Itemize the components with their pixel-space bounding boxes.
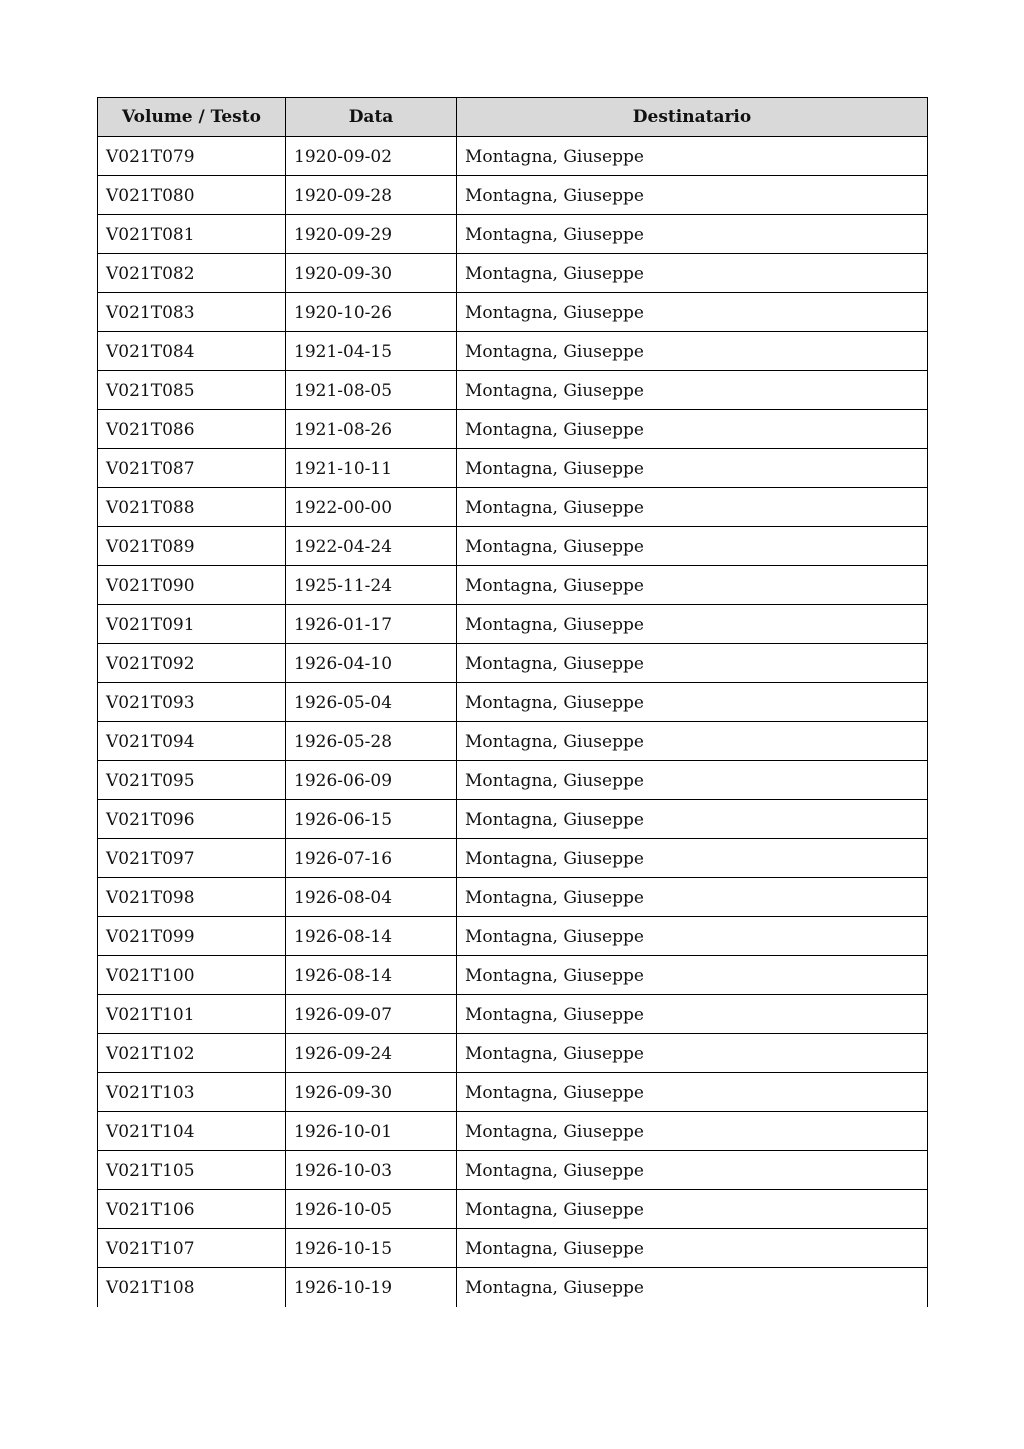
table-row [98,449,928,488]
letters-table [97,97,928,1307]
table-row [98,254,928,293]
cell-destinatario: Montagna, Giuseppe [457,371,928,410]
cell-destinatario: Montagna, Giuseppe [457,410,928,449]
cell-data: 1920-09-02 [286,137,457,176]
cell-destinatario: Montagna, Giuseppe [457,254,928,293]
cell-destinatario: Montagna, Giuseppe [457,1073,928,1112]
cell-volume-testo: V021T099 [98,917,286,956]
cell-destinatario: Montagna, Giuseppe [457,644,928,683]
cell-data: 1926-05-28 [286,722,457,761]
table-row [98,605,928,644]
table-body [98,137,928,1307]
cell-volume-testo: V021T103 [98,1073,286,1112]
table-row [98,410,928,449]
cell-destinatario: Montagna, Giuseppe [457,176,928,215]
cell-volume-testo: V021T092 [98,644,286,683]
header-row [98,98,928,137]
table-row [98,1190,928,1229]
table-row [98,878,928,917]
cell-data: 1920-09-29 [286,215,457,254]
cell-data: 1926-10-05 [286,1190,457,1229]
column-header-destinatario: Destinatario [457,98,928,137]
table-row [98,488,928,527]
table-row [98,995,928,1034]
column-header-volume-testo: Volume / Testo [98,98,286,137]
cell-destinatario: Montagna, Giuseppe [457,761,928,800]
cell-volume-testo: V021T104 [98,1112,286,1151]
cell-destinatario: Montagna, Giuseppe [457,839,928,878]
cell-volume-testo: V021T080 [98,176,286,215]
cell-data: 1926-10-01 [286,1112,457,1151]
cell-data: 1921-08-26 [286,410,457,449]
cell-volume-testo: V021T094 [98,722,286,761]
cell-data: 1926-09-07 [286,995,457,1034]
cell-destinatario: Montagna, Giuseppe [457,683,928,722]
column-header-data: Data [286,98,457,137]
cell-destinatario: Montagna, Giuseppe [457,1151,928,1190]
cell-volume-testo: V021T091 [98,605,286,644]
cell-volume-testo: V021T105 [98,1151,286,1190]
table-row [98,371,928,410]
cell-volume-testo: V021T082 [98,254,286,293]
cell-volume-testo: V021T089 [98,527,286,566]
cell-volume-testo: V021T079 [98,137,286,176]
cell-volume-testo: V021T095 [98,761,286,800]
table-row [98,293,928,332]
table-row [98,176,928,215]
table-row [98,137,928,176]
table-row [98,644,928,683]
cell-destinatario: Montagna, Giuseppe [457,800,928,839]
cell-volume-testo: V021T081 [98,215,286,254]
cell-destinatario: Montagna, Giuseppe [457,488,928,527]
cell-volume-testo: V021T101 [98,995,286,1034]
cell-volume-testo: V021T088 [98,488,286,527]
cell-data: 1926-08-04 [286,878,457,917]
cell-data: 1926-09-30 [286,1073,457,1112]
cell-data: 1922-00-00 [286,488,457,527]
table-row [98,839,928,878]
cell-volume-testo: V021T108 [98,1268,286,1307]
cell-destinatario: Montagna, Giuseppe [457,1229,928,1268]
cell-data: 1926-04-10 [286,644,457,683]
cell-destinatario: Montagna, Giuseppe [457,995,928,1034]
cell-volume-testo: V021T085 [98,371,286,410]
table-row [98,722,928,761]
cell-data: 1920-10-26 [286,293,457,332]
cell-destinatario: Montagna, Giuseppe [457,1112,928,1151]
cell-data: 1926-07-16 [286,839,457,878]
cell-destinatario: Montagna, Giuseppe [457,956,928,995]
table-row [98,527,928,566]
table-row [98,1151,928,1190]
cell-volume-testo: V021T096 [98,800,286,839]
cell-destinatario: Montagna, Giuseppe [457,1034,928,1073]
table-row [98,566,928,605]
cell-volume-testo: V021T090 [98,566,286,605]
cell-destinatario: Montagna, Giuseppe [457,449,928,488]
cell-data: 1926-10-19 [286,1268,457,1307]
cell-data: 1920-09-28 [286,176,457,215]
table-row [98,332,928,371]
cell-data: 1925-11-24 [286,566,457,605]
cell-data: 1921-08-05 [286,371,457,410]
table-row [98,215,928,254]
cell-volume-testo: V021T083 [98,293,286,332]
cell-data: 1926-08-14 [286,956,457,995]
cell-data: 1921-10-11 [286,449,457,488]
table-row [98,800,928,839]
cell-volume-testo: V021T087 [98,449,286,488]
cell-data: 1922-04-24 [286,527,457,566]
table-row [98,683,928,722]
table-row [98,761,928,800]
cell-data: 1920-09-30 [286,254,457,293]
table-row [98,1034,928,1073]
cell-destinatario: Montagna, Giuseppe [457,137,928,176]
table-row [98,1229,928,1268]
cell-destinatario: Montagna, Giuseppe [457,722,928,761]
cell-destinatario: Montagna, Giuseppe [457,917,928,956]
cell-destinatario: Montagna, Giuseppe [457,215,928,254]
cell-data: 1921-04-15 [286,332,457,371]
cell-volume-testo: V021T097 [98,839,286,878]
cell-destinatario: Montagna, Giuseppe [457,1268,928,1307]
cell-volume-testo: V021T107 [98,1229,286,1268]
cell-destinatario: Montagna, Giuseppe [457,527,928,566]
cell-destinatario: Montagna, Giuseppe [457,605,928,644]
cell-data: 1926-10-03 [286,1151,457,1190]
cell-volume-testo: V021T100 [98,956,286,995]
cell-volume-testo: V021T102 [98,1034,286,1073]
cell-data: 1926-06-15 [286,800,457,839]
cell-data: 1926-10-15 [286,1229,457,1268]
cell-destinatario: Montagna, Giuseppe [457,566,928,605]
cell-destinatario: Montagna, Giuseppe [457,332,928,371]
table-row [98,956,928,995]
cell-data: 1926-08-14 [286,917,457,956]
cell-data: 1926-09-24 [286,1034,457,1073]
cell-volume-testo: V021T084 [98,332,286,371]
table-row [98,1268,928,1307]
cell-destinatario: Montagna, Giuseppe [457,878,928,917]
cell-volume-testo: V021T093 [98,683,286,722]
cell-volume-testo: V021T086 [98,410,286,449]
cell-destinatario: Montagna, Giuseppe [457,1190,928,1229]
table-row [98,1073,928,1112]
table-header [98,98,928,137]
table-row [98,917,928,956]
cell-data: 1926-01-17 [286,605,457,644]
cell-data: 1926-06-09 [286,761,457,800]
cell-destinatario: Montagna, Giuseppe [457,293,928,332]
cell-data: 1926-05-04 [286,683,457,722]
cell-volume-testo: V021T098 [98,878,286,917]
table-row [98,1112,928,1151]
cell-volume-testo: V021T106 [98,1190,286,1229]
